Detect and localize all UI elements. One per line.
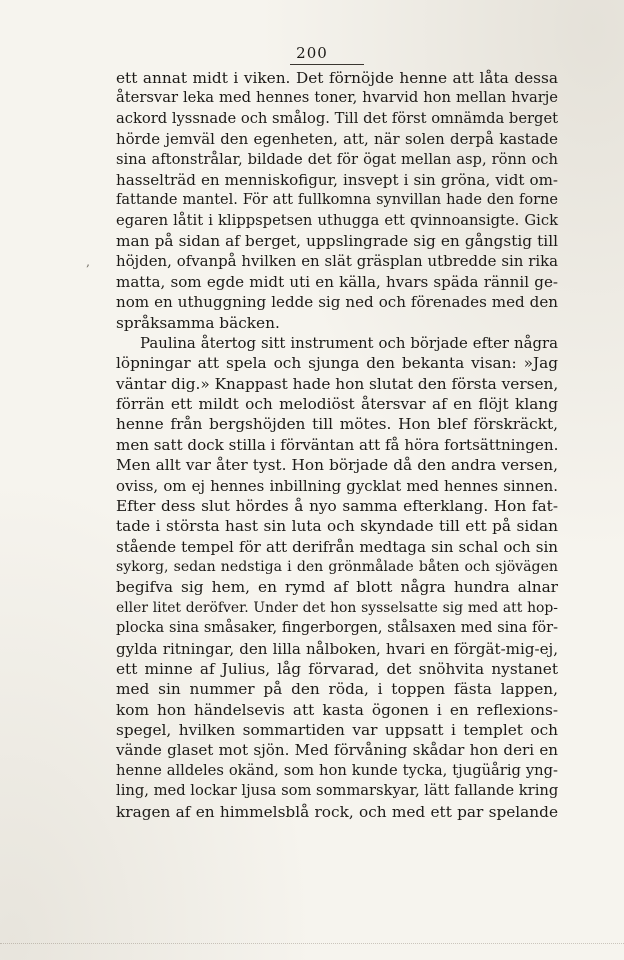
- text-line: oviss, om ej hennes inbillning gycklat med hennes sinnen.: [116, 476, 558, 495]
- body-text: [116, 68, 558, 822]
- header-rule: [290, 64, 364, 65]
- text-line: men satt dock stilla i förväntan att få höra fortsättningen.: [116, 435, 559, 454]
- text-line: vände glaset mot sjön. Med förvåning skådar hon deri en: [116, 741, 558, 760]
- text-line: Efter dess slut hördes å nyo samma efterklang. Hon fat-: [116, 496, 558, 515]
- text-line: henne från bergshöjden till mötes. Hon blef förskräckt,: [116, 415, 558, 434]
- margin-mark: ‚: [86, 255, 90, 269]
- text-line: Paulina återtog sitt instrument och började efter några: [140, 333, 558, 352]
- text-line: sina aftonstrålar, bildade det för ögat mellan asp, rönn och: [116, 150, 558, 168]
- text-line: kragen af en himmelsblå rock, och med ett par spelande: [116, 802, 558, 821]
- text-line: ackord lyssnade och smålog. Till det först omnämda berget: [116, 109, 559, 127]
- page-bottom-edge: [0, 943, 624, 954]
- text-line: stående tempel för att derifrån medtaga sin schal och sin: [116, 537, 558, 556]
- text-line: eller litet deröfver. Under det hon sysselsatte sig med att hop-: [116, 599, 558, 616]
- text-line: sykorg, sedan nedstiga i den grönmålade båten och sjövägen: [116, 559, 558, 575]
- text-line: hörde jemväl den egenheten, att, när solen derpå kastade: [116, 130, 558, 149]
- text-line: tade i största hast sin luta och skyndade till ett på sidan: [116, 517, 558, 536]
- text-line: språksamma bäcken.: [116, 313, 280, 332]
- text-line: ett annat midt i viken. Det förnöjde henne att låta dessa: [116, 69, 558, 87]
- text-line: förrän ett mildt och melodiöst återsvar af en flöjt klang: [116, 395, 558, 413]
- text-line: väntar dig.» Knappast hade hon slutat den första versen,: [116, 374, 559, 393]
- text-line: Men allt var åter tyst. Hon började då den andra versen,: [116, 456, 558, 475]
- text-line: löpningar att spela och sjunga den bekanta visan: »Jag: [116, 354, 558, 373]
- text-line: med sin nummer på den röda, i toppen fästa lappen,: [116, 680, 558, 699]
- text-line: återsvar leka med hennes toner, hvarvid hon mellan hvarje: [116, 89, 558, 107]
- text-line: fattande mantel. För att fullkomna synvillan hade den forne: [116, 192, 558, 209]
- text-line: begifva sig hem, en rymd af blott några hundra alnar: [116, 578, 558, 597]
- text-line: hasselträd en menniskofigur, insvept i sin gröna, vidt om-: [116, 170, 558, 189]
- text-line: plocka sina småsaker, fingerborgen, stålsaxen med sina för-: [116, 620, 558, 637]
- text-line: man på sidan af berget, uppslingrade sig en gångstig till: [116, 232, 558, 250]
- text-line: matta, som egde midt uti en källa, hvars späda rännil ge-: [116, 272, 558, 291]
- text-line: ett minne af Julius, låg förvarad, det snöhvita nystanet: [116, 659, 558, 678]
- text-line: ling, med lockar ljusa som sommarskyar, lätt fallande kring: [116, 782, 559, 800]
- text-line: henne alldeles okänd, som hon kunde tycka, tjugüårig yng-: [116, 761, 558, 779]
- text-line: spegel, hvilken sommartiden var uppsatt i templet och: [116, 721, 558, 739]
- text-line: nom en uthuggning ledde sig ned och förenades med den: [116, 293, 558, 312]
- page-number: 200: [296, 44, 328, 62]
- text-line: kom hon händelsevis att kasta ögonen i en reflexions-: [116, 700, 558, 719]
- text-line: höjden, ofvanpå hvilken en slät gräsplan utbredde sin rika: [116, 252, 558, 271]
- text-line: egaren låtit i klippspetsen uthugga ett qvinnoansigte. Gick: [116, 211, 558, 229]
- text-line: gylda ritningar, den lilla nålboken, hvari en förgät-mig-ej,: [116, 639, 558, 658]
